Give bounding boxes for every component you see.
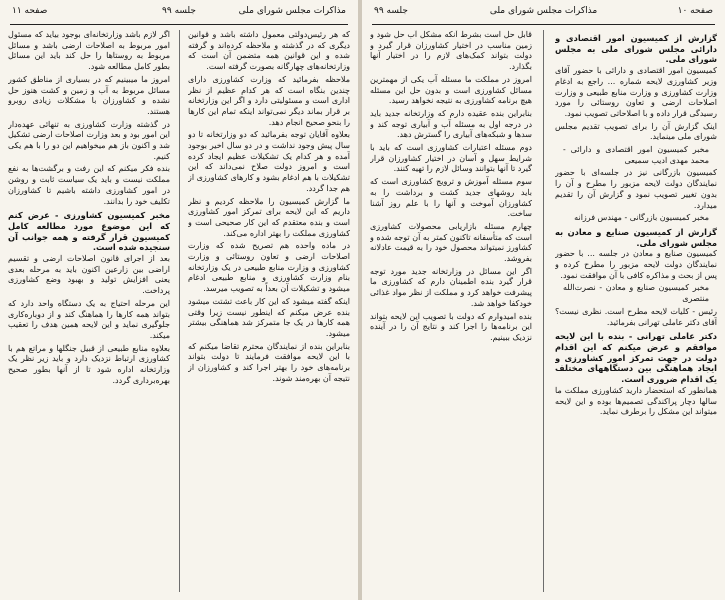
- right-column-divider: [543, 30, 544, 592]
- left-page-header: [12, 6, 346, 22]
- report-heading: گزارش از کمیسیون صنایع و معادن به مجلس شورای ملی.: [555, 226, 717, 248]
- left-header-page-number: صفحه ۱۱: [12, 6, 48, 16]
- paragraph: این مرحله احتیاج به یک دستگاه واحد دارد که بتواند همه کارها را هماهنگ کند و از دوباره‌کاری جلوگیری نماید و این لایحه همین هدف را تعقیب میکند.: [8, 298, 170, 340]
- left-page-column-right: [188, 30, 350, 592]
- paragraph: رئیس - کلیات لایحه مطرح است. نظری نیست؟ آقای دکتر عاملی تهرانی بفرمائید.: [555, 306, 717, 327]
- right-page: [362, 0, 725, 600]
- paragraph: چهارم مسئله بازاریابی محصولات کشاورزی است که متأسفانه تاکنون کمتر به آن توجه شده و کشاورز نمیتواند محصول خود را به قیمت عادلانه بفروشد.: [370, 221, 532, 264]
- paragraph: اگر لازم باشد وزارتخانه‌ای بوجود بیاید که مسئول امور مربوط به اصلاحات ارضی باشد و مسائل مربوط به روستاها را حل کند باید این مسائل بطور کامل مطالعه شود.: [8, 30, 170, 72]
- paragraph: بنده فکر میکنم که این رفت و برگشت‌ها به نفع مملکت نیست و باید یک سیاست ثابت و روشن در امور کشاورزی داشته باشیم تا کشاورزان تکلیف خود را بدانند.: [8, 164, 170, 206]
- speaker-paragraph: مخبر کمیسیون کشاورزی - عرض کنم که این موضوع مورد مطالعه کامل کمیسیون قرار گرفته و همه جوانب آن سنجیده شده است.: [8, 210, 170, 253]
- paragraph: کمیسیون صنایع و معادن در جلسه ... با حضور نمایندگان دولت لایحه مزبور را مطرح کرده و پس از بحث و مذاکره کافی با آن موافقت نمود.: [555, 249, 717, 280]
- signature-line: مخبر کمیسیون بازرگانی - مهندس فرزانه: [574, 213, 709, 223]
- paragraph: که هر رئیس‌دولتی معمول داشته باشد و قوانین دیگری که در گذشته و ملاحظه کرده‌اند و گرفته شده و این قوانین همه متضمن آن است که وزارتخانه‌های چهارگانه بصورت گرفته است.: [188, 30, 350, 72]
- left-page-column-left: [8, 30, 170, 592]
- left-header-rule: [10, 24, 348, 25]
- paragraph: بعلاوه آقایان توجه بفرمائید که دو وزارتخانه تا دو سال پیش وجود نداشت و در دو سال اخیر بوجود آمده و هر کدام یک تشکیلات عظیم ایجاد کرده است و امروز دولت صلاح نمی‌داند که این تشکیلات با هم ادغام بشود و کارهای کشاورزی از هم جدا گردد.: [188, 130, 350, 193]
- paragraph: قابل حل است بشرط آنکه مشکل آب حل شود و زمین مناسب در اختیار کشاورزان قرار گیرد و دولت بتواند کمک‌های لازم را در اختیار آنها بگذارد.: [370, 30, 532, 72]
- paragraph: امروز ما میبینیم که در بسیاری از مناطق کشور مسائل مربوط به آب و زمین و کشت هنوز حل نشده و کشاورزان با مشکلات زیادی روبرو هستند.: [8, 74, 170, 116]
- paragraph: همانطور که استحضار دارید کشاورزی مملکت ما سالها دچار پراکندگی تصمیم‌ها بوده و این لایحه میتواند این مشکل را برطرف نماید.: [555, 385, 717, 417]
- paragraph: بعلاوه منابع طبیعی از قبیل جنگلها و مراتع هم با کشاورزی ارتباط نزدیک دارد و باید زیر نظر یک وزارتخانه اداره شود تا از آنها بطور صحیح بهره‌برداری گردد.: [8, 343, 170, 385]
- speaker-paragraph: دکتر عاملی تهرانی - بنده با این لایحه موافقم و عرض میکنم که این اقدام دولت در جهت تمرکز امور کشاورزی و ایجاد هماهنگی بین دستگاههای مختلف یک اقدام ضروری است.: [555, 331, 717, 385]
- paragraph: امروز در مملکت ما مسئله آب یکی از مهمترین مسائل کشاورزی است و بدون حل این مسئله هیچ برنامه کشاورزی به نتیجه نخواهد رسید.: [370, 74, 532, 106]
- paragraph: در گذشته وزارت کشاورزی به تنهائی عهده‌دار این امور بود و بعد وزارت اصلاحات ارضی تشکیل شد و اکنون باز هم میخواهیم این دو را با هم یکی کنیم.: [8, 119, 170, 161]
- paragraph: بنابراین بنده عقیده دارم که وزارتخانه جدید باید در درجه اول به مسئله آب و آبیاری توجه کند و سدها و شبکه‌های آبیاری را گسترش دهد.: [370, 108, 532, 140]
- paragraph: سوم مسئله آموزش و ترویج کشاورزی است که باید روشهای جدید کشت و برداشت را به کشاورزان آموخت و آنها را با علم روز آشنا ساخت.: [370, 177, 532, 219]
- paragraph: اینک گزارش آن را برای تصویب تقدیم مجلس شورای ملی مینماید.: [555, 121, 717, 142]
- paragraph: بنده امیدوارم که دولت با تصویب این لایحه بتواند این برنامه‌ها را اجرا کند و نتایج آن را در آینده نزدیک ببینیم.: [370, 311, 532, 342]
- right-page-header: [374, 6, 713, 22]
- left-header-title: مذاکرات مجلس شورای ملی: [238, 6, 346, 16]
- signature-line: مخبر کمیسیون امور اقتصادی و دارائی - محمد مهدی ادیب سمیعی: [563, 145, 709, 165]
- paragraph: در ماده واحده هم تصریح شده که وزارت اصلاحات ارضی و تعاون روستائی و وزارت کشاورزی و وزارت منابع طبیعی در یک وزارتخانه بنام وزارت کشاورزی و منابع طبیعی ادغام میشود و تشکیلات آن بعداً به تصویب میرسد.: [188, 241, 350, 294]
- left-header-session: جلسه ۹۹: [162, 6, 196, 16]
- paragraph: ملاحظه بفرمائید که وزارت کشاورزی دارای چندین بنگاه است که هر کدام عظیم از نظر اداری است و مسئولیتی دارد و اگر این وزارتخانه بر قرار بماند دیگر نمی‌تواند اینکه تمام این کارها را بنحو صحیح انجام دهد.: [188, 74, 350, 127]
- paragraph: بعد از اجرای قانون اصلاحات ارضی و تقسیم اراضی بین زارعین اکنون باید به مرحله بعدی یعنی افزایش تولید و بهبود وضع کشاورزی پرداخت.: [8, 254, 170, 296]
- paragraph: بنابراین بنده از نمایندگان محترم تقاضا میکنم که با این لایحه موافقت فرمایند تا دولت بتواند برنامه‌های خود را بهتر اجرا کند و کشاورزان از نتیجه آن بهره‌مند شوند.: [188, 341, 350, 383]
- right-header-rule: [372, 24, 715, 25]
- paragraph: کمیسیون بازرگانی نیز در جلسه‌ای با حضور نمایندگان دولت لایحه مزبور را مطرح و آن را بدون تغییر تصویب نمود و گزارش آن را تقدیم میدارد.: [555, 168, 717, 210]
- report-heading: گزارش از کمیسیون امور اقتصادی و دارائی مجلس شورای ملی به مجلس شورای ملی.: [555, 33, 717, 65]
- right-header-title: مذاکرات مجلس شورای ملی: [489, 6, 598, 16]
- right-page-column-right: [555, 30, 717, 592]
- paragraph: اینکه گفته میشود که این کار باعث تشتت میشود بنده عرض میکنم که اینطور نیست زیرا وقتی همه کارها در یک جا متمرکز شد هماهنگی بیشتر میشود.: [188, 296, 350, 338]
- right-header-page-number: صفحه ۱۰: [677, 6, 713, 16]
- left-column-divider: [179, 30, 180, 592]
- signature-line: مخبر کمیسیون صنایع و معادن - نصرت‌الله منتصری: [563, 283, 709, 304]
- right-header-session: جلسه ۹۹: [374, 6, 408, 16]
- right-page-column-left: [370, 30, 532, 592]
- paragraph: کمیسیون امور اقتصادی و دارائی با حضور آقای وزیر کشاورزی لایحه شماره ... راجع به ادغام وزارت کشاورزی و وزارت منابع طبیعی و وزارت اصلاحات ارضی و تعاون روستائی را مورد رسیدگی قرار داده و با اصلاحاتی تصویب نمود.: [555, 66, 717, 118]
- left-page: [0, 0, 359, 600]
- paragraph: ما گزارش کمیسیون را ملاحظه کردیم و نظر داریم که این لایحه برای تمرکز امور کشاورزی است و بنده معتقدم که این کار صحیحی است و کشاورزی مملکت را بهتر اداره می‌کند.: [188, 196, 350, 238]
- paragraph: اگر این مسائل در وزارتخانه جدید مورد توجه قرار گیرد بنده اطمینان دارم که کشاورزی ما پیشرفت خواهد کرد و مملکت از نظر مواد غذائی خودکفا خواهد شد.: [370, 266, 532, 308]
- paragraph: دوم مسئله اعتبارات کشاورزی است که باید با شرایط سهل و آسان در اختیار کشاورزان قرار گیرد تا آنها بتوانند وسائل لازم را تهیه کنند.: [370, 143, 532, 174]
